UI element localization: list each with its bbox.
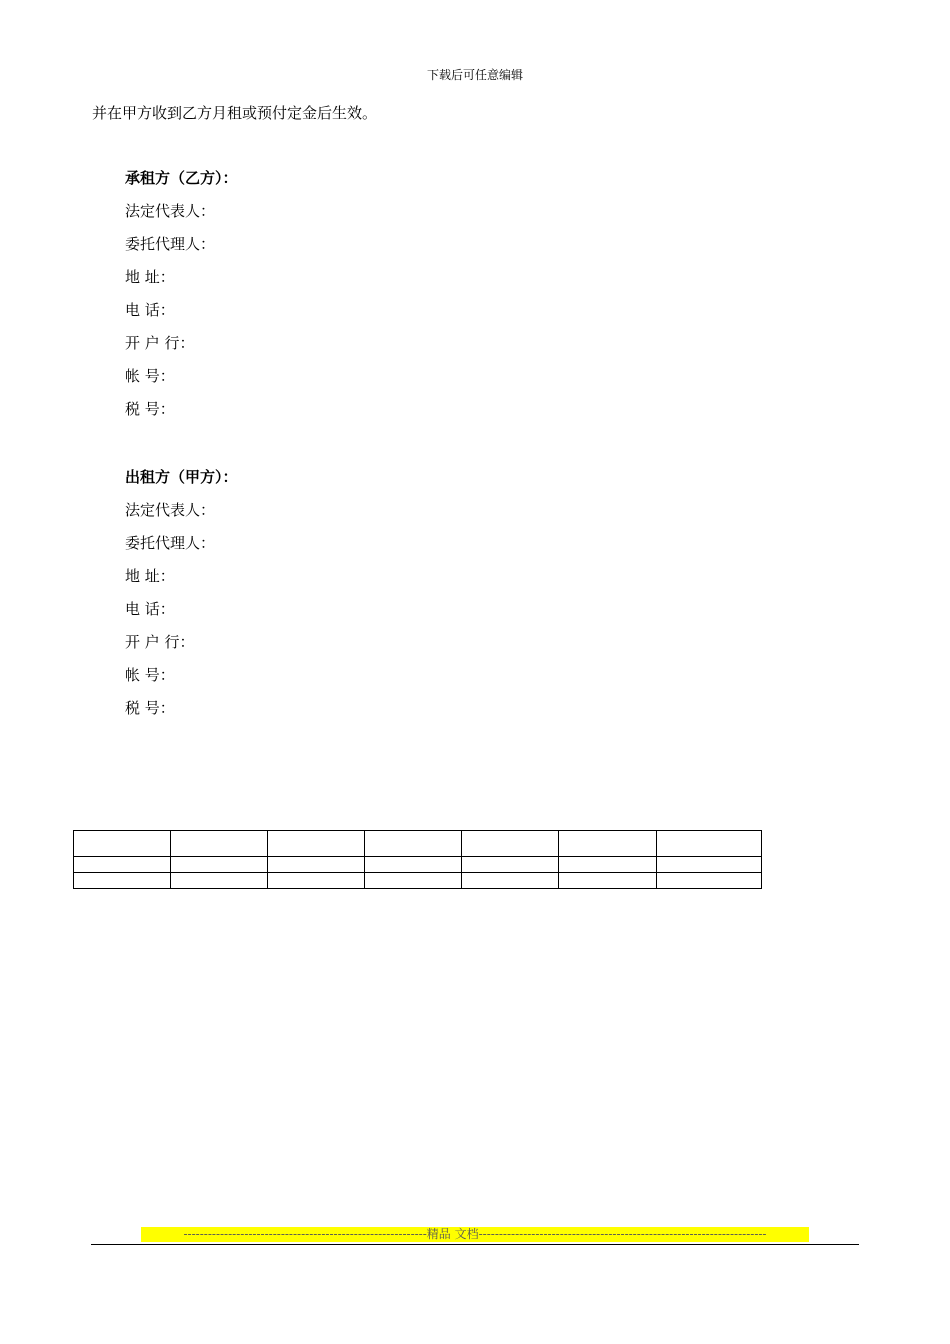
- table-cell: [74, 857, 171, 873]
- table-cell: [268, 831, 365, 857]
- table-cell: [462, 857, 559, 873]
- table-cell: [365, 831, 462, 857]
- table-row: [74, 857, 762, 873]
- lessee-title: 承租方（乙方）：: [125, 169, 238, 187]
- lessor-title: 出租方（甲方）：: [125, 468, 238, 486]
- table-cell: [268, 857, 365, 873]
- lessor-legal-rep: 法定代表人：: [125, 501, 216, 519]
- lessee-account: 帐 号：: [125, 367, 175, 385]
- empty-table: [73, 830, 762, 889]
- table-cell: [171, 831, 268, 857]
- lessee-agent: 委托代理人：: [125, 235, 216, 253]
- table-cell: [462, 873, 559, 889]
- table-row: [74, 873, 762, 889]
- footer-banner: ------------------------------------------------------------精品 文档-----------------------------------------------------------------------: [141, 1227, 809, 1242]
- table-cell: [365, 873, 462, 889]
- table-cell: [74, 873, 171, 889]
- table-cell: [462, 831, 559, 857]
- lessee-tax-id: 税 号：: [125, 400, 175, 418]
- table-cell: [657, 857, 762, 873]
- lessee-section: [125, 168, 238, 432]
- lessor-tax-id: 税 号：: [125, 699, 175, 717]
- table-row: [74, 831, 762, 857]
- footer-divider: [91, 1244, 859, 1245]
- lessee-bank: 开 户 行：: [125, 334, 195, 352]
- intro-text: 并在甲方收到乙方月租或预付定金后生效。: [92, 104, 378, 122]
- page-header: 下载后可任意编辑: [426, 68, 523, 82]
- table-cell: [268, 873, 365, 889]
- table-cell: [171, 857, 268, 873]
- table-cell: [559, 831, 657, 857]
- lessor-account: 帐 号：: [125, 666, 175, 684]
- lessee-legal-rep: 法定代表人：: [125, 202, 216, 220]
- table-cell: [171, 873, 268, 889]
- table-cell: [559, 873, 657, 889]
- lessee-phone: 电 话：: [125, 301, 175, 319]
- table-cell: [365, 857, 462, 873]
- lessor-section: [125, 467, 238, 731]
- lessee-address: 地 址：: [125, 268, 175, 286]
- table-cell: [559, 857, 657, 873]
- table-cell: [657, 831, 762, 857]
- lessor-address: 地 址：: [125, 567, 175, 585]
- lessor-phone: 电 话：: [125, 600, 175, 618]
- lessor-agent: 委托代理人：: [125, 534, 216, 552]
- lessor-bank: 开 户 行：: [125, 633, 195, 651]
- table-cell: [657, 873, 762, 889]
- table-cell: [74, 831, 171, 857]
